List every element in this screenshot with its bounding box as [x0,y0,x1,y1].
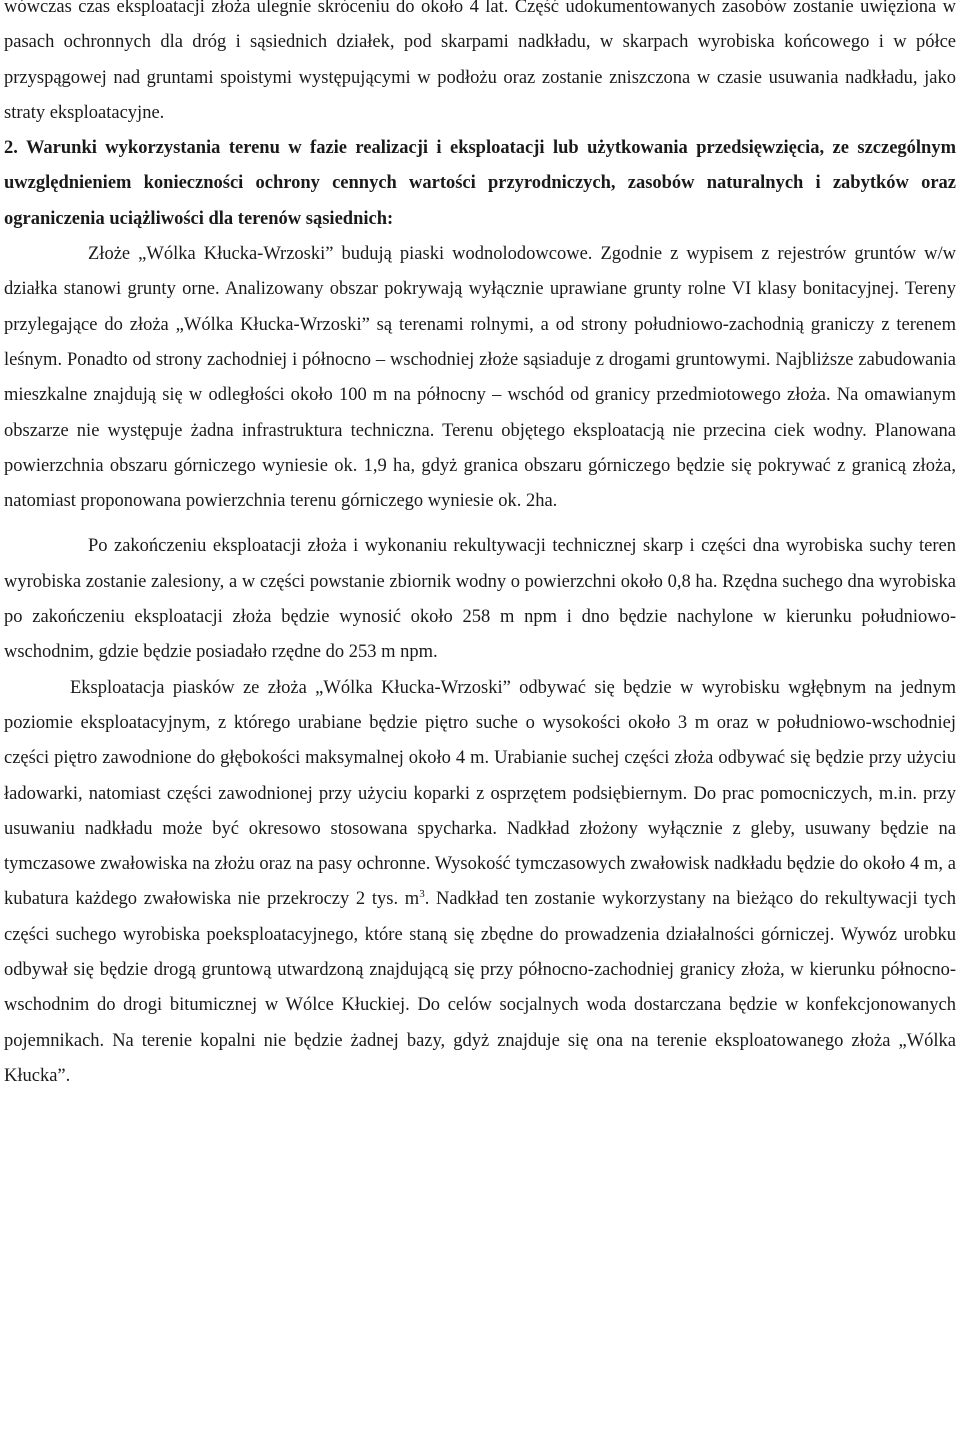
intro-paragraph: wówczas czas eksploatacji złoża ulegnie skróceniu do około 4 lat. Część udokumentowanych zasobów zostanie uwięziona w pasach ochronnych dla dróg i sąsiednich działek, pod skarpami nadkładu, w skarpach wyrobiska końcowego i w półce przyspągowej nad gruntami spoistymi występującymi w podłożu oraz zostanie zniszczona w czasie usuwania nadkładu, jako straty eksploatacyjne. [4,0,956,123]
paragraph-3-part1: Eksploatacja piasków ze złoża „Wólka Kłucka-Wrzoski” odbywać się będzie w wyrobisku wgłębnym na jednym poziomie eksploatacyjnym, z którego urabiane będzie piętro suche o wysokości około 3 m oraz w południowo-wschodniej części piętro zawodnione do głębokości maksymalnej około 4 m. Urabianie suchej części złoża odbywać się będzie przy użyciu ładowarki, natomiast części zawodnionej przy użyciu koparki z osprzętem podsiębiernym. Do prac pomocniczych, m.in. przy usuwaniu nadkładu może być okresowo stosowana spycharka. Nadkład złożony wyłącznie z gleby, usuwany będzie na tymczasowe zwałowiska na złożu oraz na pasy ochronne. Wysokość tymczasowych zwałowisk nadkładu będzie do około 4 m, a kubatura każdego zwałowiska nie przekroczy 2 tys. m [4,677,956,910]
section-heading: 2. Warunki wykorzystania terenu w fazie realizacji i eksploatacji lub użytkowania przedsięwzięcia, ze szczególnym uwzględnieniem konieczności ochrony cennych wartości przyrodniczych, zasobów naturalnych i zabytków oraz ograniczenia uciążliwości dla terenów sąsiednich: [4,138,956,229]
document-page [4,0,956,1094]
cubic-superscript: 3 [419,888,425,901]
paragraph-1: Złoże „Wólka Kłucka-Wrzoski” budują piaski wodnolodowcowe. Zgodnie z wypisem z rejestrów gruntów w/w działka stanowi grunty orne. Analizowany obszar pokrywają wyłącznie uprawiane grunty rolne VI klasy bonitacyjnej. Tereny przylegające do złoża „Wólka Kłucka-Wrzoski” są terenami rolnymi, a od strony południowo-zachodnią graniczy z terenem leśnym. Ponadto od strony zachodniej i północno – wschodniej złoże sąsiaduje z drogami gruntowymi. Najbliższe zabudowania mieszkalne znajdują się w odległości około 100 m na północny – wschód od granicy przedmiotowego złoża. Na omawianym obszarze nie występuje żadna infrastruktura techniczna. Terenu objętego eksploatacją nie przecina ciek wodny. Planowana powierzchnia obszaru górniczego wyniesie ok. 1,9 ha, gdyż granica obszaru górniczego będzie się pokrywać z granicą złoża, natomiast proponowana powierzchnia terenu górniczego wyniesie ok. 2ha. [4,244,956,512]
paragraph-3 [4,671,956,1095]
paragraph-2: Po zakończeniu eksploatacji złoża i wykonaniu rekultywacji technicznej skarp i części dna wyrobiska suchy teren wyrobiska zostanie zalesiony, a w części powstanie zbiornik wodny o powierzchni około 0,8 ha. Rzędna suchego dna wyrobiska po zakończeniu eksploatacji złoża będzie wynosić około 258 m npm i dno będzie nachylone w kierunku południowo-wschodnim, gdzie będzie posiadało rzędne do 253 m npm. [4,536,956,663]
paragraph-3-part2: . Nadkład ten zostanie wykorzystany na bieżąco do rekultywacji tych części suchego wyrobiska poeksploatacyjnego, które staną się zbędne do prowadzenia działalności górniczej. Wywóz urobku odbywał się będzie drogą gruntową utwardzoną znajdującą się przy północno-zachodniej granicy złoża, w kierunku północno-wschodnim do drogi bitumicznej w Wólce Kłuckiej. Do celów socjalnych woda dostarczana będzie w konfekcjonowanych pojemnikach. Na terenie kopalni nie będzie żadnej bazy, gdyż znajduje się ona na terenie eksploatowanego złoża „Wólka Kłucka”. [4,889,956,1086]
